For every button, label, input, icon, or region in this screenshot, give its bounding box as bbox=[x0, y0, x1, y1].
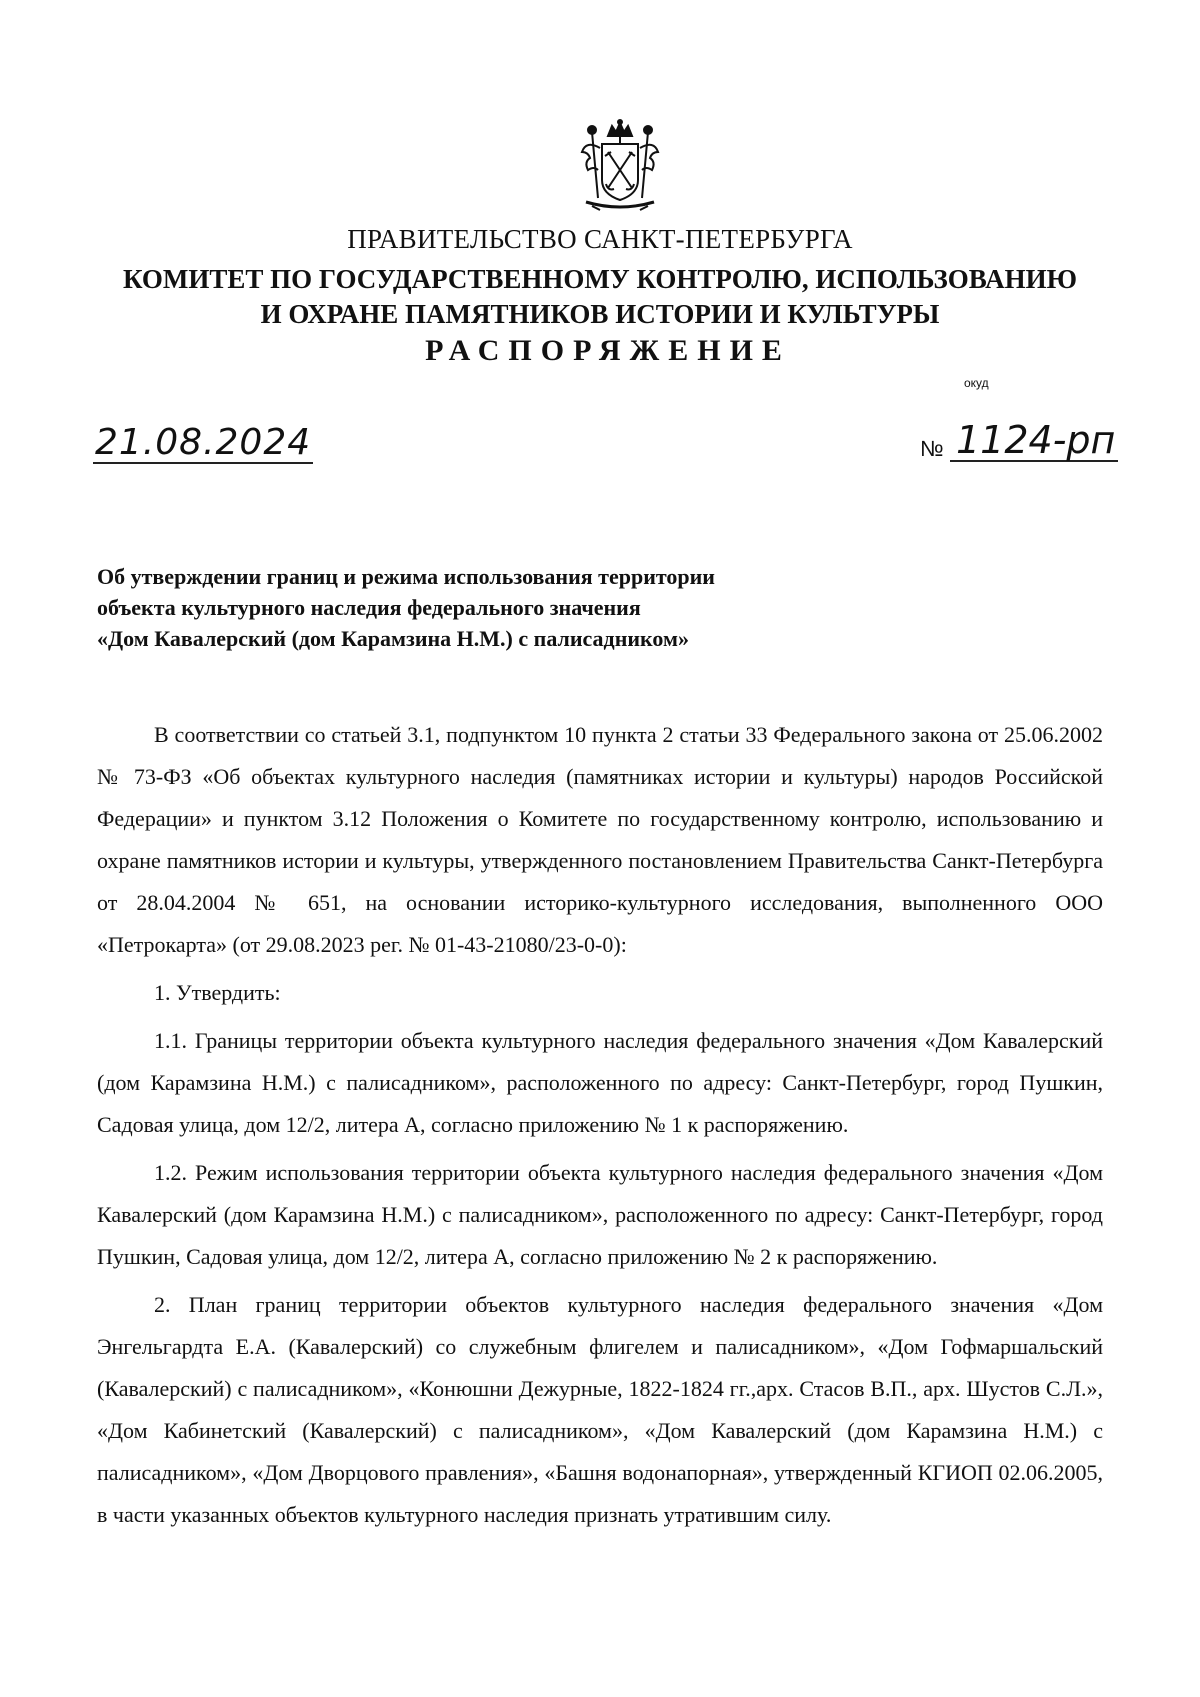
clause-1-1: 1.1. Границы территории объекта культурного наследия федерального значения «Дом Кавалерский (дом Карамзина Н.М.) с палисадником», расположенного по адресу: Санкт-Петербург, город Пушкин, Садовая улица, дом 12/2, литера А, согласно приложению № 1 к распоряжению. bbox=[97, 1028, 1103, 1137]
okud-label: окуд bbox=[964, 376, 989, 390]
document-body bbox=[97, 714, 1103, 1542]
committee-title-line2: И ОХРАНЕ ПАМЯТНИКОВ ИСТОРИИ И КУЛЬТУРЫ bbox=[260, 299, 940, 329]
number-label: № bbox=[920, 436, 944, 461]
document-date: 21.08.2024 bbox=[95, 422, 312, 463]
clause-1: 1. Утвердить: bbox=[154, 980, 281, 1005]
document-subject bbox=[97, 561, 957, 654]
coat-of-arms-icon bbox=[572, 118, 668, 214]
document-type-title: РАСПОРЯЖЕНИЕ bbox=[425, 334, 791, 367]
subject-line: «Дом Кавалерский (дом Карамзина Н.М.) с палисадником» bbox=[97, 626, 689, 651]
clause-2: 2. План границ территории объектов культурного наследия федерального значения «Дом Энгельгардта Е.А. (Кавалерский) со служебным флигелем и палисадником», «Дом Гофмаршальский (Кавалерский) с палисадником», «Конюшни Дежурные, 1822-1824 гг.,арх. Стасов В.П., арх. Шустов С.Л.», «Дом Кабинетский (Кавалерский) с палисадником», «Дом Кавалерский (дом Карамзина Н.М.) с палисадником», «Дом Дворцового правления», «Башня водонапорная», утвержденный КГИОП 02.06.2005, в части указанных объектов культурного наследия признать утратившим силу. bbox=[97, 1292, 1103, 1527]
government-title: ПРАВИТЕЛЬСТВО САНКТ-ПЕТЕРБУРГА bbox=[347, 224, 853, 254]
document-number: 1124-рп bbox=[950, 420, 1118, 462]
committee-title-line1: КОМИТЕТ ПО ГОСУДАРСТВЕННОМУ КОНТРОЛЮ, ИСПОЛЬЗОВАНИЮ bbox=[123, 264, 1077, 294]
clause-1-2: 1.2. Режим использования территории объекта культурного наследия федерального значения «Дом Кавалерский (дом Карамзина Н.М.) с палисадником», расположенного по адресу: Санкт-Петербург, город Пушкин, Садовая улица, дом 12/2, литера А, согласно приложению № 2 к распоряжению. bbox=[97, 1160, 1103, 1269]
subject-line: объекта культурного наследия федерального значения bbox=[97, 595, 641, 620]
subject-line: Об утверждении границ и режима использования территории bbox=[97, 564, 715, 589]
preamble-paragraph: В соответствии со статьей 3.1, подпунктом 10 пункта 2 статьи 33 Федерального закона от 25.06.2002 № 73-ФЗ «Об объектах культурного наследия (памятниках истории и культуры) народов Российской Федерации» и пунктом 3.12 Положения о Комитете по государственному контролю, использованию и охране памятников истории и культуры, утвержденного постановлением Правительства Санкт-Петербурга от 28.04.2004 № 651, на основании историко-культурного исследования, выполненного ООО «Петрокарта» (от 29.08.2023 рег. № 01-43-21080/23-0-0): bbox=[97, 722, 1103, 957]
